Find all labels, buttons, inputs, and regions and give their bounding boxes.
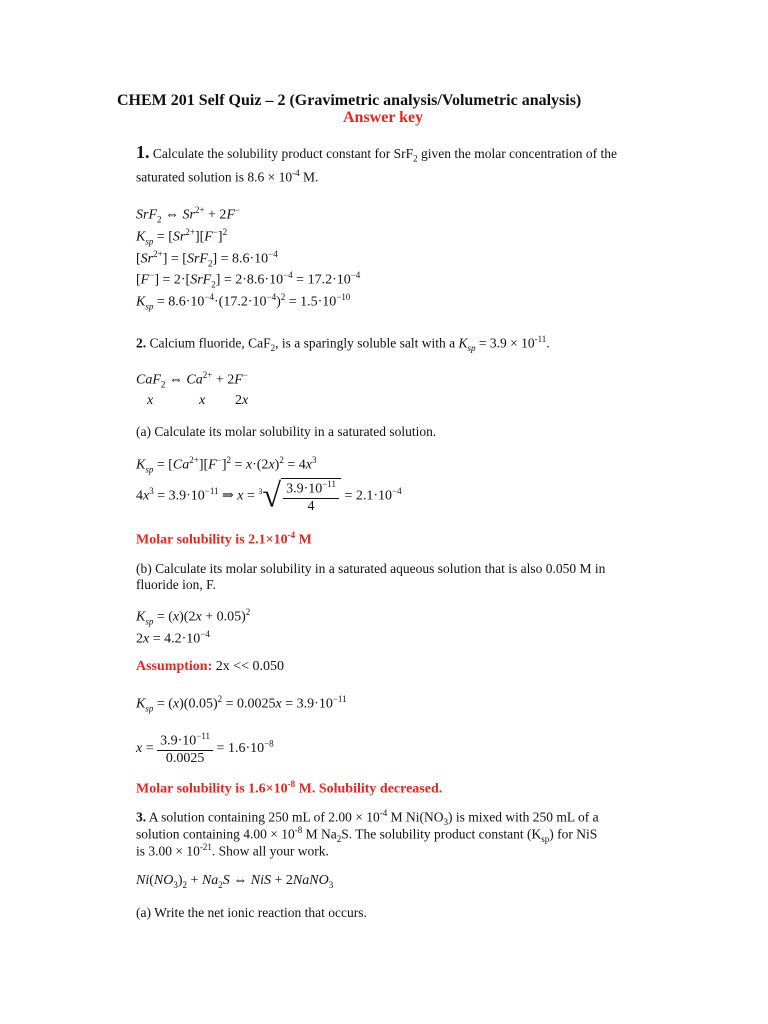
question-2-line: 2. Calcium fluoride, CaF$_2$, is a sparingly soluble salt with a $K_{sp} = 3.9 \times 10^{-11}$.: [136, 334, 550, 354]
q2b-2x-value: $2x = 4.2\cdot 10^{-4}$: [136, 629, 210, 647]
question-1-line-1: 1. Calculate the solubility product constant for SrF$_2$ given the molar concentration of the: [136, 142, 618, 164]
q1-equation-4: $[F^-] = 2\cdot[SrF_2] = 2\cdot 8.6\cdot 10^{-4} = 17.2\cdot 10^{-4}$: [136, 270, 361, 290]
q3-reaction-equation: $Ni(NO_3)_2 + Na_2S$ ⇔ NiS + 2NaNO$_3$: [136, 873, 334, 890]
question-3-line-3: is $3.00 \times 10^{-21}$. Show all your work.: [136, 842, 329, 859]
q2a-cube-root-solution: $4x^3 = 3.9\cdot 10^{-11}$ ⇒ x = $^3$√ $\frac{3.9\cdot 10^{-11}}{4}$ = $2.1\cdot 10^{-4}$: [136, 477, 402, 515]
q1-equation-1: SrF$_2$ ⇔ $Sr^{2+} + 2F^-$: [136, 205, 241, 225]
q2b-x-fraction: x = $\frac{3.9\cdot 10^{-11}}{0.0025}$ = $1.6\cdot 10^{-8}$: [136, 731, 274, 766]
q2b-assumption: Assumption: 2x << 0.050: [136, 659, 285, 674]
question-1-line-2: saturated solution is $8.6 \times 10^{-4}$ M.: [136, 168, 319, 185]
answer-key-heading: Answer key: [343, 109, 424, 126]
question-3-number: 3.: [136, 809, 147, 825]
q2-part-b-line-2: fluoride ion, F.: [136, 577, 216, 592]
q3-part-a: (a) Write the net ionic reaction that occurs.: [136, 905, 367, 920]
q1-equation-2: $K_{sp} = [Sr^{2+}][F^-]^2$: [136, 227, 228, 247]
q2-ice-x-1: x: [147, 393, 154, 408]
question-1-number: 1.: [136, 142, 150, 162]
q2b-result: Molar solubility is $1.6\times 10^{-8}$ M. Solubility decreased.: [136, 779, 443, 797]
question-3-line-2: solution containing $4.00 \times 10^{-8}$ M $Na_2S$. The solubility product constant $(K_{sp})$ for NiS: [136, 825, 598, 845]
page-title: CHEM 201 Self Quiz – 2 (Gravimetric analysis/Volumetric analysis): [117, 92, 582, 109]
q1-equation-3: $[Sr^{2+}] = [SrF_2] = 8.6\cdot 10^{-4}$: [136, 249, 278, 269]
q2a-result: Molar solubility is $2.1\times 10^{-4}$ M: [136, 530, 312, 548]
q2-part-a: (a) Calculate its molar solubility in a saturated solution.: [136, 424, 437, 439]
q1-equation-5: $K_{sp} = 8.6\cdot 10^{-4}\cdot(17.2\cdot 10^{-4})^2 = 1.5\cdot 10^{-10}$: [136, 292, 351, 312]
q2-part-b-line-1: (b) Calculate its molar solubility in a saturated aqueous solution that is also 0.050 M in: [136, 561, 606, 576]
q2-ice-2x: 2x: [235, 393, 249, 408]
question-3-line-1: 3. A solution containing 250 mL of $2.00 \times 10^{-4}$ M $Ni(NO_3)$ is mixed with 250 mL of a: [136, 808, 599, 828]
q2-ice-x-2: x: [199, 393, 206, 408]
question-2-number: 2.: [136, 335, 147, 351]
q2b-simplified-ksp: $K_{sp} = (x)(0.05)^2 = 0.0025x = 3.9\cdot 10^{-11}$: [136, 694, 347, 714]
q2-equilibrium-equation: CaF$_2$ ⇔ $Ca^{2+} + 2F^-$: [136, 370, 248, 390]
q2b-ksp-expression: $K_{sp} = (x)(2x + 0.05)^2$: [136, 607, 251, 627]
q2a-ksp-expression: $K_{sp} = [Ca^{2+}][F^-]^2 = x\cdot(2x)^2 = 4x^3$: [136, 455, 317, 475]
